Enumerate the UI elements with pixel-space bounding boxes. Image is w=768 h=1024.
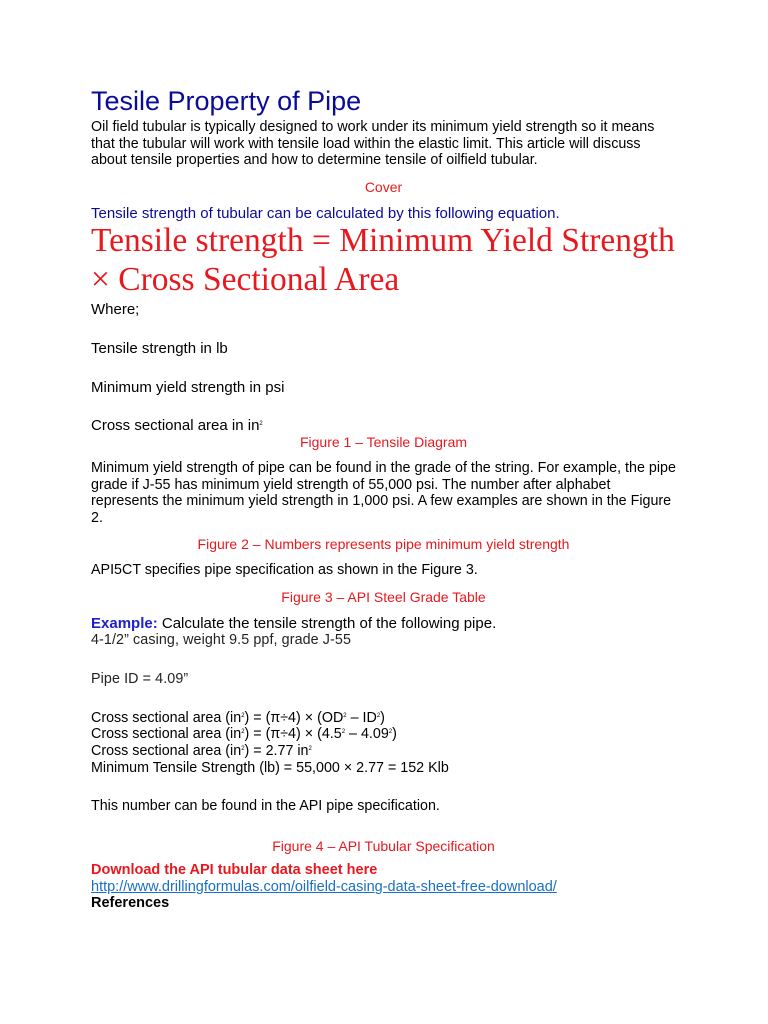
grade-paragraph: Minimum yield strength of pipe can be found in the grade of the string. For example, the pipe grade if J-55 has minimum yield strength of 55,000 psi. The number after alphabet represents the minimum yield strength in 1,000 psi. A few examples are shown in the Figure 2. [91, 460, 676, 526]
example-line [91, 615, 496, 632]
unit-yield: Minimum yield strength in psi [91, 379, 285, 396]
example-text: Calculate the tensile strength of the following pipe. [157, 615, 497, 632]
unit-tensile: Tensile strength in lb [91, 340, 228, 357]
example-label: Example: [91, 615, 158, 632]
figure1-caption: Figure 1 – Tensile Diagram [299, 434, 468, 450]
calc-line-1: Cross sectional area $(in^2) = (\pi\div 4) \times (OD^2 - ID^2)$ [91, 710, 385, 726]
references-heading: References [91, 895, 170, 911]
page-title: Tesile Property of Pipe [91, 86, 362, 116]
calc-line-4: Minimum Tensile Strength (lb) = 55,000 × 2.77 = 152 Klb [91, 760, 449, 776]
equation-intro: Tensile strength of tubular can be calculated by this following equation. [91, 205, 560, 222]
data-sheet-link[interactable]: http://www.drillingformulas.com/oilfield-casing-data-sheet-free-download/ [91, 879, 557, 895]
cover-caption: Cover [364, 179, 403, 195]
where-label: Where; [91, 301, 140, 318]
tensile-formula: Tensile strength = Minimum Yield Strength × Cross Sectional Area [91, 222, 675, 298]
api-pipe-spec-line: This number can be found in the API pipe specification. [91, 798, 440, 814]
casing-spec: 4-1/2” casing, weight 9.5 ppf, grade J-55 [91, 632, 352, 648]
unit-area: Cross sectional area in $in^2$ [91, 417, 263, 434]
figure4-caption: Figure 4 – API Tubular Specification [272, 838, 495, 854]
download-heading: Download the API tubular data sheet here [91, 862, 378, 878]
calc-line-3: Cross sectional area $(in^2) = 2.77$ $in^2$ [91, 743, 312, 759]
intro-paragraph: Oil field tubular is typically designed to work under its minimum yield strength so it means that the tubular will work with tensile load within the elastic limit. This article will discuss about tensile properties and how to determine tensile of oilfield tubular. [91, 119, 655, 168]
pipe-id: Pipe ID = 4.09” [91, 671, 189, 687]
figure2-caption: Figure 2 – Numbers represents pipe minimum yield strength [197, 536, 570, 552]
calc-line-2: Cross sectional area $(in^2) = (\pi\div 4) \times (4.5^2 - 4.09^2)$ [91, 726, 397, 742]
api-spec-line: API5CT specifies pipe specification as shown in the Figure 3. [91, 562, 478, 578]
figure3-caption: Figure 3 – API Steel Grade Table [281, 589, 486, 605]
